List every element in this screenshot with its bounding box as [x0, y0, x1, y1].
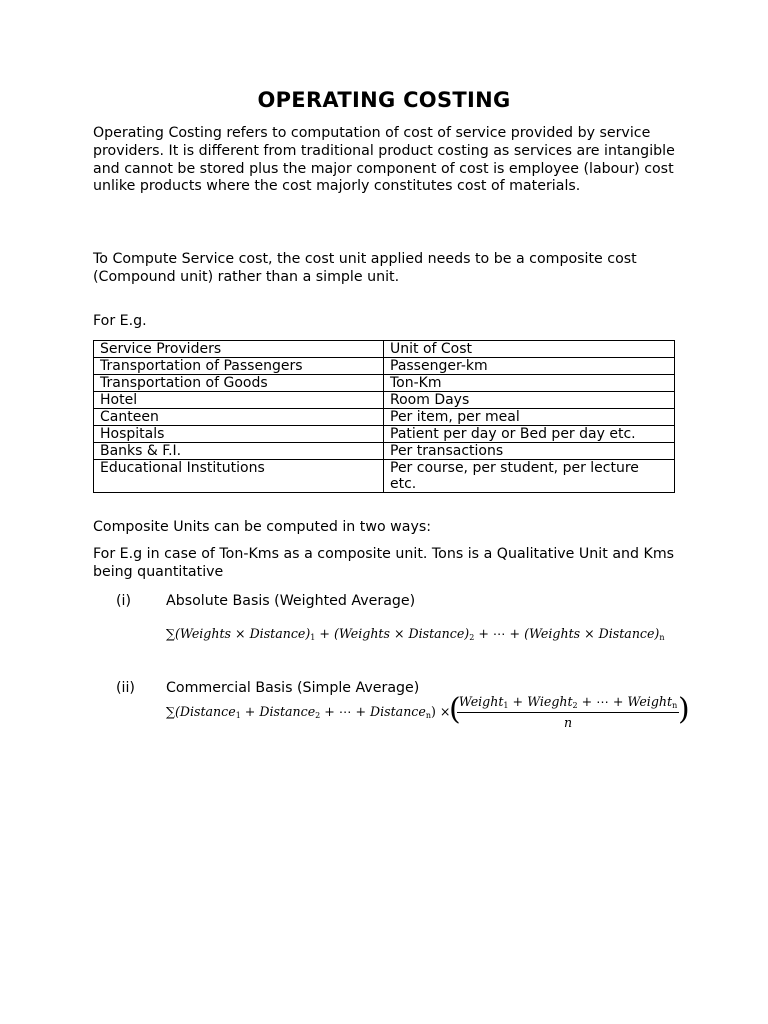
- method-number: (ii): [116, 680, 135, 696]
- service-provider-cell: Hospitals: [94, 426, 384, 443]
- service-provider-cell: Transportation of Goods: [94, 375, 384, 392]
- formula-denominator: n: [563, 715, 573, 730]
- method-number: (i): [116, 593, 132, 609]
- table-row: [94, 443, 675, 460]
- cost-unit-table: [93, 340, 675, 493]
- formula-fraction: [457, 694, 679, 730]
- unit-of-cost-cell: Patient per day or Bed per day etc.: [384, 426, 675, 443]
- unit-of-cost-cell: Per item, per meal: [384, 409, 675, 426]
- page-title: OPERATING COSTING: [257, 88, 511, 112]
- example-label: For E.g.: [93, 313, 147, 329]
- service-provider-cell: Educational Institutions: [94, 460, 384, 493]
- table-row: [94, 460, 675, 493]
- weighted-average-formula: ∑(Weights × $Distance)_1$ + (Weights × $Distance)_2$ + ⋯ + (Weights × $Distance)_n$: [166, 626, 665, 642]
- unit-of-cost-cell: Per course, per student, per lecture etc.: [384, 460, 675, 493]
- formula-numerator: Weight$_1$ + Wieght$_2$ + ⋯ + Weight$_n$: [457, 694, 679, 713]
- method-label: Absolute Basis (Weighted Average): [166, 593, 416, 609]
- unit-of-cost-cell: Per transactions: [384, 443, 675, 460]
- composite-ways-paragraph: Composite Units can be computed in two ways:: [93, 519, 432, 535]
- table-header-cell: Unit of Cost: [384, 341, 675, 358]
- service-provider-cell: Transportation of Passengers: [94, 358, 384, 375]
- method-label: Commercial Basis (Simple Average): [166, 680, 420, 696]
- table-header-row: [94, 341, 675, 358]
- formula-open-paren: (: [449, 692, 461, 727]
- formula-close-paren: ): [678, 692, 690, 727]
- compute-paragraph: To Compute Service cost, the cost unit applied needs to be a composite cost (Compound unit) rather than a simple unit.: [93, 251, 637, 285]
- table-row: [94, 358, 675, 375]
- service-provider-cell: Hotel: [94, 392, 384, 409]
- table-row: [94, 375, 675, 392]
- table-row: [94, 426, 675, 443]
- table-row: [94, 409, 675, 426]
- ton-kms-paragraph: For E.g in case of Ton-Kms as a composite unit. Tons is a Qualitative Unit and Kms being quantitative: [93, 546, 675, 580]
- table-row: [94, 392, 675, 409]
- formula-distance-sum: ∑(Distance$_1$ + Distance$_2$ + ⋯ + Distance$_n$) ×: [166, 704, 451, 720]
- unit-of-cost-cell: Passenger-km: [384, 358, 675, 375]
- service-provider-cell: Canteen: [94, 409, 384, 426]
- intro-paragraph: Operating Costing refers to computation of cost of service provided by service providers. It is different from traditional product costing as services are intangible and cannot be stored plus the major component of cost is employee (labour) cost unlike products where the cost majorly constitutes cost of materials.: [93, 125, 675, 195]
- service-provider-cell: Banks & F.I.: [94, 443, 384, 460]
- table-header-cell: Service Providers: [94, 341, 384, 358]
- unit-of-cost-cell: Ton-Km: [384, 375, 675, 392]
- unit-of-cost-cell: Room Days: [384, 392, 675, 409]
